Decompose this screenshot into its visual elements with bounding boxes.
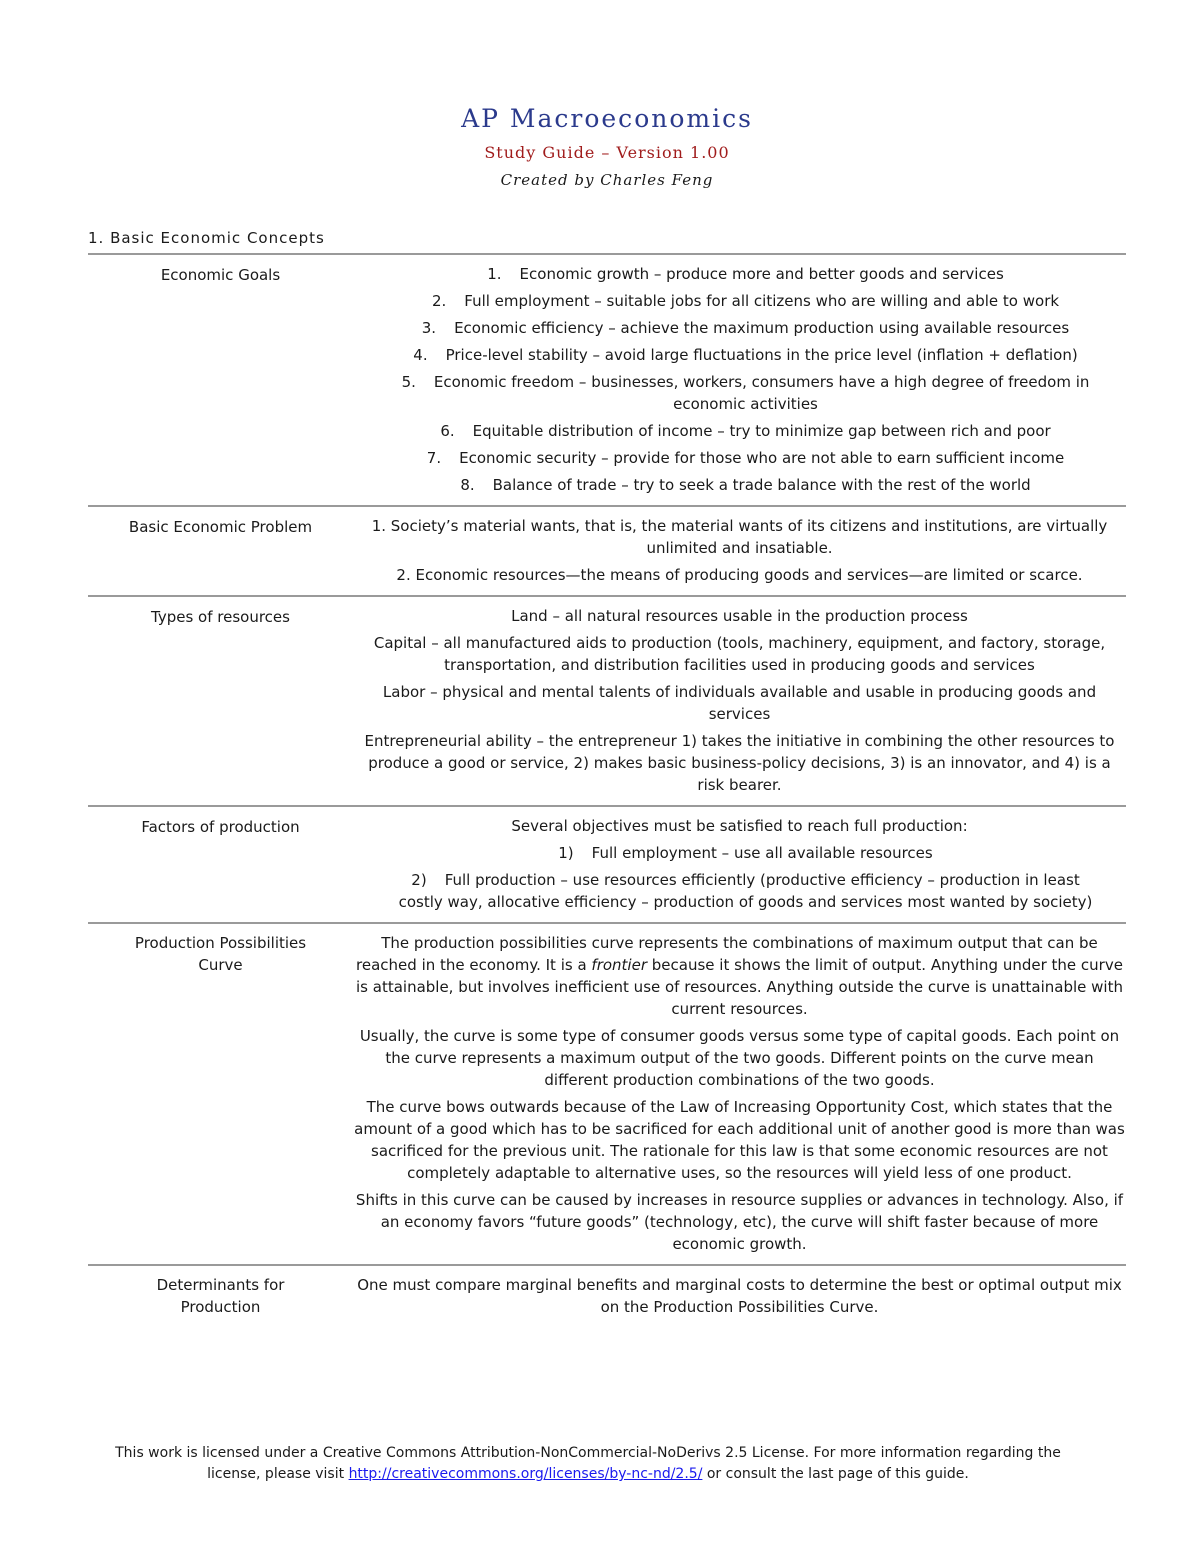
footer-text: This work is licensed under a Creative Commons Attribution-NonCommercial-NoDerivs 2.5 License. For more information regarding the license, please visit bbox=[115, 1445, 1061, 1482]
text-run: because it shows the limit of output. Anything under the curve is attainable, but involves inefficient use of resources. Anything outside the curve is unattainable with current resources. bbox=[356, 956, 1123, 1018]
item-number: 4. bbox=[413, 346, 428, 364]
item-text: Balance of trade – try to seek a trade balance with the rest of the world bbox=[492, 476, 1031, 494]
paragraph: 2. Economic resources—the means of producing goods and services—are limited or scarce. bbox=[396, 566, 1083, 584]
paragraph: Usually, the curve is some type of consumer goods versus some type of capital goods. Each point on the curve represents a maximum output of the two goods. Different points on the curve mean different production combinations of the two goods. bbox=[359, 1027, 1120, 1089]
list-item bbox=[353, 371, 1126, 415]
item-number: 2) bbox=[411, 871, 427, 889]
row-content bbox=[353, 605, 1126, 801]
row-label: Production Possibilities Curve bbox=[134, 934, 307, 974]
row-content bbox=[353, 815, 1126, 918]
emphasis-text: frontier bbox=[591, 956, 647, 974]
item-number: 5. bbox=[401, 373, 416, 391]
row-label: Types of resources bbox=[151, 608, 290, 626]
paragraph: 1. Society’s material wants, that is, the material wants of its citizens and institutions, are virtually unlimited and insatiable. bbox=[371, 517, 1108, 557]
paragraph: Land – all natural resources usable in the production process bbox=[511, 607, 968, 625]
item-text: Economic efficiency – achieve the maximum production using available resources bbox=[454, 319, 1070, 337]
item-number: 7. bbox=[426, 449, 442, 467]
item-number: 2. bbox=[431, 292, 447, 310]
document-title: AP Macroeconomics bbox=[461, 104, 753, 133]
row-content bbox=[353, 515, 1126, 591]
row-content bbox=[353, 932, 1126, 1260]
license-link[interactable]: http://creativecommons.org/licenses/by-nc-nd/2.5/ bbox=[348, 1466, 703, 1482]
item-text: Full employment – suitable jobs for all citizens who are willing and able to work bbox=[464, 292, 1060, 310]
row-types-of-resources bbox=[88, 597, 1126, 807]
paragraph: Several objectives must be satisfied to reach full production: bbox=[511, 817, 968, 835]
paragraph: Labor – physical and mental talents of individuals available and usable in producing goods and services bbox=[382, 683, 1097, 723]
list-item bbox=[353, 842, 1126, 864]
row-determinants-for-production bbox=[88, 1266, 1126, 1327]
paragraph: Entrepreneurial ability – the entrepreneur 1) takes the initiative in combining the other resources to produce a good or service, 2) makes basic business-policy decisions, 3) is an innovator, and 4) is a risk bearer. bbox=[364, 732, 1115, 794]
row-economic-goals bbox=[88, 255, 1126, 507]
license-footer bbox=[88, 1443, 1088, 1485]
document-page bbox=[88, 104, 1126, 1327]
item-number: 1) bbox=[558, 844, 574, 862]
item-text: Economic growth – produce more and better goods and services bbox=[519, 265, 1004, 283]
row-factors-of-production bbox=[88, 807, 1126, 924]
list-item bbox=[353, 263, 1126, 285]
row-production-possibilities-curve bbox=[88, 924, 1126, 1266]
row-label: Basic Economic Problem bbox=[128, 518, 313, 536]
item-text: Equitable distribution of income – try to minimize gap between rich and poor bbox=[472, 422, 1051, 440]
list-item bbox=[353, 344, 1126, 366]
row-label: Economic Goals bbox=[160, 266, 281, 284]
item-number: 1. bbox=[487, 265, 502, 283]
text-run: The production possibilities curve represents the combinations of maximum output that can be reached in the economy. It is a bbox=[356, 934, 1098, 974]
item-text: Full production – use resources efficiently (productive efficiency – production in least costly way, allocative efficiency – production of goods and services most wanted by society) bbox=[398, 871, 1093, 911]
row-label: Factors of production bbox=[141, 818, 300, 836]
item-text: Economic security – provide for those who are not able to earn sufficient income bbox=[459, 449, 1065, 467]
item-text: Full employment – use all available resources bbox=[591, 844, 933, 862]
document-subtitle: Study Guide – Version 1.00 bbox=[484, 143, 730, 162]
paragraph: One must compare marginal benefits and marginal costs to determine the best or optimal output mix on the Production Possibilities Curve. bbox=[357, 1276, 1122, 1316]
list-item bbox=[353, 474, 1126, 496]
item-number: 3. bbox=[421, 319, 437, 337]
row-content bbox=[353, 1274, 1126, 1323]
row-label: Determinants for Production bbox=[156, 1276, 285, 1316]
item-number: 6. bbox=[440, 422, 455, 440]
paragraph: Capital – all manufactured aids to production (tools, machinery, equipment, and factory, storage, transportation, and distribution facilities used in producing goods and services bbox=[373, 634, 1106, 674]
document-author: Created by Charles Feng bbox=[500, 171, 714, 189]
list-item bbox=[353, 420, 1126, 442]
list-item bbox=[353, 317, 1126, 339]
row-content bbox=[353, 263, 1126, 501]
paragraph: The curve bows outwards because of the Law of Increasing Opportunity Cost, which states that the amount of a good which has to be sacrificed for each additional unit of another good is more than was sacrificed for the previous unit. The rationale for this law is that some economic resources are not completely adaptable to alternative uses, so the resources will yield less of one product. bbox=[354, 1098, 1125, 1182]
footer-text: or consult the last page of this guide. bbox=[702, 1466, 969, 1482]
row-basic-economic-problem bbox=[88, 507, 1126, 597]
list-item bbox=[353, 447, 1126, 469]
section-heading: 1. Basic Economic Concepts bbox=[88, 229, 1126, 255]
item-text: Economic freedom – businesses, workers, consumers have a high degree of freedom in economic activities bbox=[433, 373, 1090, 413]
paragraph: Shifts in this curve can be caused by increases in resource supplies or advances in technology. Also, if an economy favors “future goods” (technology, etc), the curve will shift faster because of more economic growth. bbox=[355, 1191, 1124, 1253]
paragraph bbox=[353, 932, 1126, 1020]
list-item bbox=[353, 869, 1126, 913]
item-text: Price-level stability – avoid large fluctuations in the price level (inflation + deflation) bbox=[445, 346, 1078, 364]
list-item bbox=[353, 290, 1126, 312]
item-number: 8. bbox=[460, 476, 475, 494]
